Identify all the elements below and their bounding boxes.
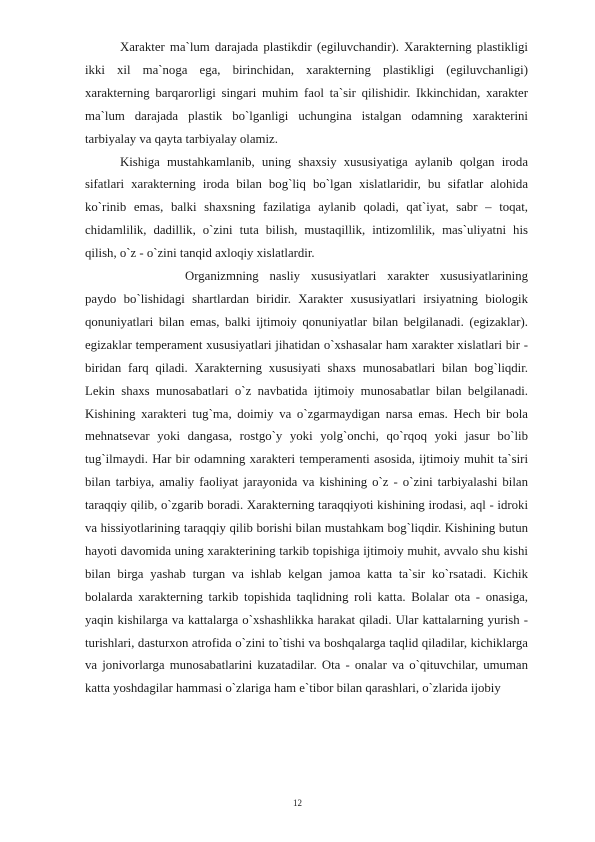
document-page (85, 36, 528, 700)
page-number: 12 (293, 798, 302, 808)
paragraph-character-plasticity: Xarakter ma`lum darajada plastikdir (egiluvchandir). Xarakterning plastikligi ikki xil ma`noga ega, birinchidan, xarakterning plastikligi (egiluvchanligi) xarakterning barqarorligi singari muhim faol ta`sir qilishidir. Ikkinchidan, xarakter ma`lum darajada plastik bo`lganligi uchungina istalgan odamning xarakterini tarbiyalay va qayta tarbiyalay olamiz. (85, 40, 528, 146)
paragraph-will-qualities: Kishiga mustahkamlanib, uning shaxsiy xususiyatiga aylanib qolgan iroda sifatlari xarakterning iroda bilan bog`liq bo`lgan xislatlaridir, bu sifatlar alohida ko`rinib emas, balki shaxsning fazilatiga aylanib qoladi, qat`iyat, sabr – toqat, chidamlilik, dadillik, o`zini tuta bilish, mustaqillik, intizomlilik, mas`uliyatni his qilish, o`z - o`zini tanqid axloqiy xislatlardir. (85, 154, 528, 261)
paragraph-hereditary-traits: Organizmning nasliy xususiyatlari xarakter xususiyatlarining paydo bo`lishidagi shartlardan biridir. Xarakter xususiyatlari irsiyatning biologik qonuniyatlari bilan emas, balki ijtimoiy qonuniyatlar bilan belgilanadi. (egizaklar). egizaklar temperament xususiyatlari jihatidan o`xshasalar ham xarakter xislatlari bir - biridan farq qiladi. Xarakterning xususiyati shaxs munosabatlari bilan bog`liqdir. Lekin shaxs munosabatlari o`z navbatida ijtimoiy munosabatlar bilan belgilanadi. Kishining xarakteri tug`ma, doimiy va o`zgarmaydigan narsa emas. Hech bir bola mehnatsevar yoki dangasa, rostgo`y yoki yolg`onchi, qo`rqoq yoki jasur bo`lib tug`ilmaydi. Har bir odamning xarakteri temperamenti asosida, ijtimoiy muhit ta`siri bilan tarbiya, amaliy faoliyat jarayonida va kishining o`z - o`zini tarbiyalashi bilan taraqqiy qilib, o`zgarib boradi. Xarakterning taraqqiyoti kishining irodasi, aql - idroki va hissiyotlarining taraqqiy qilib borishi bilan mustahkam bog`liqdir. Kishining butun hayoti davomida uning xarakterining tarkib topishiga ijtimoiy muhit, avvalo shu kishi bilan birga yashab turgan va ishlab kelgan jamoa katta ta`sir ko`rsatadi. Kichik bolalarda xarakterning tarkib topishida taqlidning roli katta. Bolalar ota - onasiga, yaqin kishilarga va kattalarga o`xshashlikka harakat qiladi. Ular kattalarning yurish - turishlari, dasturxon atrofida o`zini to`tishi va boshqalarga taqlid qiladilar, kichiklarga va jonivorlarga munosabatlarini kuzatadilar. Ota - onalar va o`qituvchilar, umuman katta yoshdagilar hammasi o`zlariga ham e`tibor bilan qarashlari, o`zlarida ijobiy (85, 269, 528, 696)
